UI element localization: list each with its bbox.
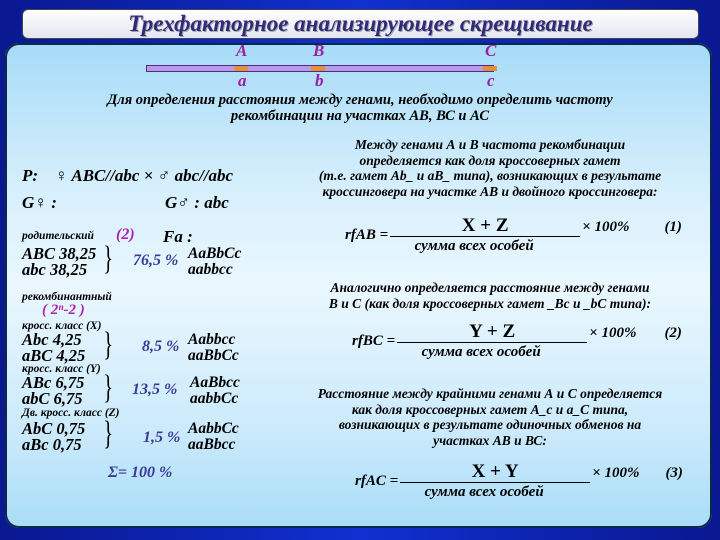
x-gametes [22,332,85,364]
gene-C: C [485,41,497,60]
z-gametes [22,421,85,453]
fa-genotype: Aabbcc [188,331,236,348]
text-line: Расстояние между крайними генами А и С определяется [317,386,663,401]
formula-number: (2) [664,325,682,341]
fa-genotype: AaBbCc [188,245,242,262]
explanation-ab [280,137,700,199]
fa-genotype: AabbCc [188,420,239,437]
x-percent: 8,5 % [142,338,180,355]
brace: } [103,415,114,452]
formula-multiplier: × 100% [592,465,640,481]
text-line: участках АВ и ВС: [433,432,547,448]
gene-c: c [487,71,495,90]
parental-fa [188,246,241,278]
fa-genotype: AaBbcc [190,374,240,391]
gamete-row: aBc 0,75 [22,435,82,454]
gamete-row: abC 6,75 [22,389,83,408]
formula-number: (3) [665,465,683,481]
gamete-row: ABC 38,25 [22,244,97,263]
formula-rfbc [352,322,682,361]
class-label-recombinant: рекомбинантный [22,291,112,303]
formula-lhs: rfAC = [355,473,399,489]
x-fa [188,332,239,364]
text-line: определяется как доля кроссоверных гамет [359,152,621,168]
formula-denominator: сумма всех особей [424,484,544,500]
fa-genotype: aabbcc [188,261,233,278]
text-line: Между генами А и В частота рекомбинации [354,137,626,152]
brace: } [103,326,114,363]
gene-B: B [313,41,325,60]
class-z-label: Дв. кросс. класс (Z) [22,407,120,419]
gamete-row: abc 38,25 [22,260,88,279]
gene-b: b [315,71,324,90]
text-line: возникающих в результате одиночных обменов на [338,417,642,432]
fa-genotype: aaBbcc [188,436,236,453]
parental-multiplier: (2) [116,226,135,243]
formula-numerator: X + Z [390,216,580,237]
formula-rfac [355,462,683,501]
title-box [22,9,699,39]
brace: } [103,369,114,406]
explanation-ac [280,386,700,448]
class-label-parental: родительский [22,230,94,242]
gametes-female: G♀ : [22,193,57,212]
p-label: P: [22,166,39,185]
formula-lhs: rfAB = [345,227,389,243]
gene-A: A [236,41,248,60]
formula-number: (1) [664,219,682,235]
fa-genotype: aaBbCc [188,347,239,364]
intro-text [0,92,720,124]
class-y-label: кросс. класс (Y) [22,363,101,375]
slide-title: Трехфакторное анализирующее скрещивание [128,11,593,36]
gamete-row: aBC 4,25 [22,346,86,365]
text-line: как доля кроссоверных гамет A_c и a_C типа, [351,401,629,417]
formula-numerator: Y + Z [397,322,587,343]
explanation-bc [280,280,700,311]
class-x-label: кросс. класс (X) [22,320,102,332]
gamete-row: ABc 6,75 [22,373,85,392]
sum-total: Σ= 100 % [108,464,173,481]
recombinant-multiplier: ( 2ⁿ-2 ) [42,302,85,318]
y-gametes [22,375,84,407]
fa-genotype: aabbCc [190,390,239,407]
parents-cross: ♀ ABC//abc × ♂ abc//abc [55,166,234,185]
intro-line: рекомбинации на участках АВ, ВС и АС [230,108,490,124]
z-percent: 1,5 % [143,429,181,446]
formula-denominator: сумма всех особей [421,344,541,360]
formula-numerator: X + Y [400,462,590,483]
gamete-row: Abc 4,25 [22,330,82,349]
fa-label: Fa : [163,227,193,246]
y-fa [190,375,240,407]
gamete-row: AbC 0,75 [22,419,86,438]
formula-denominator: сумма всех особей [414,238,534,254]
y-percent: 13,5 % [132,381,178,398]
text-line: В и С (как доля кроссоверных гамет _Bc и _bC типа): [328,295,652,311]
formula-lhs: rfBC = [352,333,396,349]
gene-a: a [238,71,247,90]
text-line: Аналогично определяется расстояние между генами [330,280,650,295]
parental-gametes [22,246,96,278]
formula-rfab [345,216,682,255]
gametes-male: G♂ : abc [165,193,229,212]
parental-percent: 76,5 % [133,252,179,269]
brace: } [103,240,114,277]
text-line: кроссинговера на участке АВ и двойного кроссинговера: [322,183,658,199]
intro-line: Для определения расстояния между генами, необходимо определить частоту [107,92,613,108]
text-line: (т.е. гамет Ab_ и aB_ типа), возникающих в результате [318,168,662,183]
formula-multiplier: × 100% [589,325,637,341]
z-fa [188,421,239,453]
formula-multiplier: × 100% [582,219,630,235]
